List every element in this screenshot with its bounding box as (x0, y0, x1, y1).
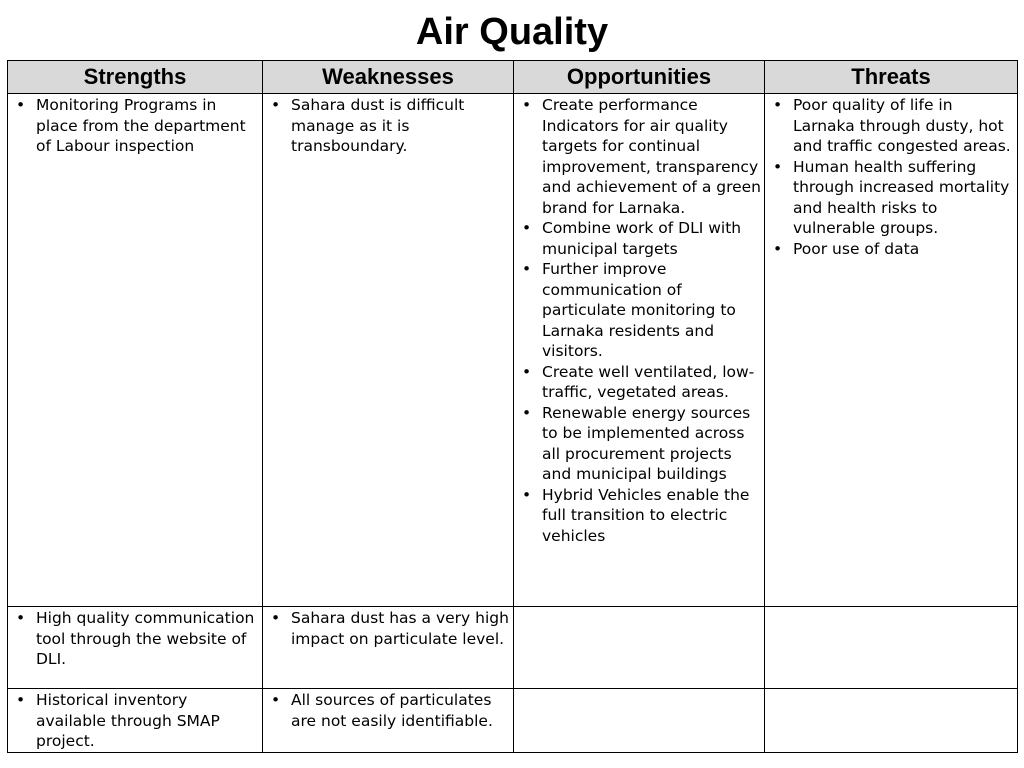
header-threats: Threats (765, 61, 1018, 94)
header-opportunities: Opportunities (514, 61, 765, 94)
opportunities-cell (514, 607, 765, 689)
list-item (771, 157, 1015, 239)
bullet-list (14, 95, 260, 157)
bullet-icon: • (16, 691, 26, 709)
table-row (8, 94, 1018, 607)
bullet-icon: • (522, 260, 532, 278)
weaknesses-cell (263, 607, 514, 689)
threats-cell (765, 94, 1018, 607)
weaknesses-cell (263, 689, 514, 753)
list-item-text: Sahara dust has a very high impact on particulate level. (291, 609, 509, 648)
bullet-icon: • (773, 96, 783, 114)
strengths-cell (8, 689, 263, 753)
list-item-text: Renewable energy sources to be implemented across all procurement projects and municipal buildings (542, 403, 751, 483)
list-item (520, 95, 762, 218)
opportunities-cell (514, 94, 765, 607)
threats-cell (765, 607, 1018, 689)
list-item-text: All sources of particulates are not easily identifiable. (291, 691, 493, 730)
list-item (771, 95, 1015, 157)
bullet-list (14, 608, 260, 670)
list-item (14, 690, 260, 752)
list-item-text: Historical inventory available through SMAP project. (36, 691, 220, 750)
list-item-text: Poor use of data (793, 239, 920, 258)
bullet-icon: • (773, 157, 783, 176)
page-title: Air Quality (415, 11, 609, 53)
table-row (8, 607, 1018, 689)
list-item (520, 485, 762, 547)
strengths-cell (8, 94, 263, 607)
swot-table (7, 60, 1018, 753)
weaknesses-cell (263, 94, 514, 607)
list-item (520, 218, 762, 259)
bullet-list (269, 608, 511, 649)
list-item (771, 239, 1015, 260)
list-item-text: Create performance Indicators for air quality targets for continual improvement, transparency and achievement of a green brand for Larnaka. (542, 96, 762, 217)
list-item-text: Further improve communication of particulate monitoring to Larnaka residents and visitors. (542, 260, 736, 360)
bullet-icon: • (522, 485, 532, 504)
list-item-text: Hybrid Vehicles enable the full transition to electric vehicles (542, 485, 750, 545)
list-item-text: Monitoring Programs in place from the department of Labour inspection (36, 96, 246, 155)
list-item-text: Sahara dust is difficult manage as it is transboundary. (291, 96, 465, 155)
bullet-icon: • (271, 96, 281, 114)
bullet-icon: • (522, 403, 532, 422)
bullet-icon: • (773, 239, 783, 258)
list-item (269, 95, 511, 157)
list-item (14, 608, 260, 670)
list-item-text: Create well ventilated, low-traffic, vegetated areas. (542, 362, 755, 401)
bullet-icon: • (522, 362, 532, 381)
opportunities-cell (514, 689, 765, 753)
list-item (520, 362, 762, 403)
bullet-icon: • (522, 219, 532, 237)
list-item-text: Poor quality of life in Larnaka through dusty, hot and traffic congested areas. (793, 96, 1011, 155)
list-item (520, 259, 762, 362)
header-strengths: Strengths (8, 61, 263, 94)
bullet-icon: • (16, 96, 26, 114)
header-row (8, 61, 1018, 94)
bullet-list (14, 690, 260, 752)
list-item-text: High quality communication tool through the website of DLI. (36, 609, 255, 668)
strengths-cell (8, 607, 263, 689)
list-item (269, 608, 511, 649)
header-weaknesses: Weaknesses (263, 61, 514, 94)
list-item (14, 95, 260, 157)
bullet-list (269, 95, 511, 157)
bullet-icon: • (16, 609, 26, 627)
list-item-text: Human health suffering through increased mortality and health risks to vulnerable groups. (793, 157, 1010, 237)
table-row (8, 689, 1018, 753)
bullet-icon: • (522, 96, 532, 114)
threats-cell (765, 689, 1018, 753)
bullet-list (269, 690, 511, 731)
bullet-list (771, 95, 1015, 259)
list-item (520, 403, 762, 485)
bullet-list (520, 95, 762, 546)
list-item-text: Combine work of DLI with municipal targets (542, 219, 742, 258)
list-item (269, 690, 511, 731)
bullet-icon: • (271, 691, 281, 709)
bullet-icon: • (271, 609, 281, 627)
